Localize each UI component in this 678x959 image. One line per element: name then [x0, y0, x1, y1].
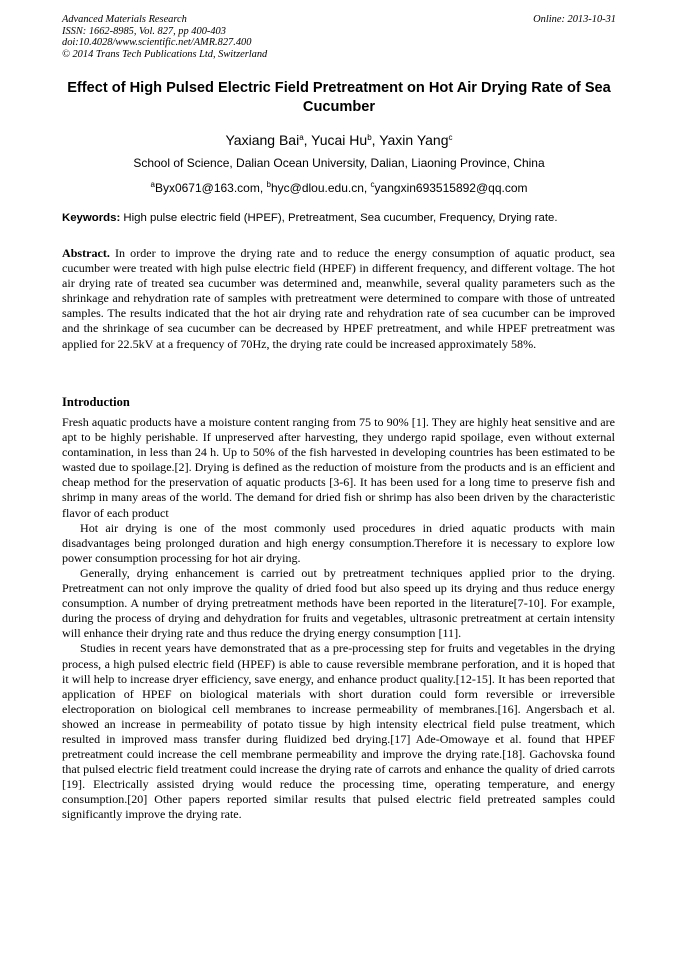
section-heading: Introduction	[62, 395, 130, 409]
email-address[interactable]: hyc@dlou.edu.cn	[270, 181, 364, 195]
online-date: Online: 2013-10-31	[533, 14, 616, 25]
abstract	[62, 246, 615, 352]
email-list	[0, 177, 678, 196]
journal-name: Advanced Materials Research	[62, 14, 187, 25]
email-mark: b	[266, 180, 271, 189]
paragraph: Studies in recent years have demonstrated that as a pre-processing step for fruits and vegetables in the drying process, a high pulsed electric field (HPEF) is able to cause reversible membrane perforation, and it is hoped that it will help to increase dryer efficiency, save energy, and enhance product quality.[12-15]. It has been reported that application of HPEF on biological materials with short duration could form reversible or irreversible electroporation on biological cell membranes to increase permeability of membranes.[16]. Angersbach et al. showed an increase in permeability of potato tissue by high intensity electrical field pulse treatment, which resulted in improved mass transfer during fluidized bed drying.[17] Ade-Omowaye et al. found that HPEF pretreatment could increase the cell membrane permeability and improve the drying rate.[18]. Gachovska found that pulsed electric field treatment could increase the drying rate of carrots and enhance the quality of dried carrots [19]. Electrically assisted drying would reduce the processing time, operating temperature, and energy consumption.[20] Other papers reported similar results that pulsed electric field pretreated samples could significantly improve the drying rate.	[62, 641, 615, 822]
author-list	[0, 129, 678, 149]
introduction-section	[62, 415, 615, 823]
author-name: Yucai Hu	[311, 132, 368, 148]
author-mark: c	[448, 133, 453, 142]
copyright-line: © 2014 Trans Tech Publications Ltd, Switzerland	[62, 48, 268, 60]
keywords-label: Keywords:	[62, 212, 121, 224]
author-mark: a	[299, 133, 304, 142]
email-address[interactable]: yangxin693515892@qq.com	[374, 181, 528, 195]
email-separator: ,	[363, 181, 371, 195]
keywords	[62, 211, 618, 226]
paragraph: Generally, drying enhancement is carried out by pretreatment techniques applied prior to the drying. Pretreatment can not only improve the quality of dried food but also speed up its drying and thus reduce energy consumption. A number of drying pretreatment methods have been reported in the literature[7-10]. For example, during the process of drying and dehydration for fruits and vegetables, ultrasonic pretreatment at certain intensity will enhance their drying rate and thus reduce the drying energy consumption [11].	[62, 565, 615, 641]
abstract-text: In order to improve the drying rate and to reduce the energy consumption of aquatic product, sea cucumber were treated with high pulse electric field (HPEF) in different frequency, and different voltage. The hot air drying rate of treated sea cucumber was determined and, meanwhile, several quality parameters such as the shrinkage and rehydration rate of samples with pretreatment were determined to compare with those of untreated samples. The results indicated that the hot air drying rate and rehydration rate of sea cucumber can be improved and the shrinkage of sea cucumber can be decreased by HPEF pretreatment, and while HPEF pretreatment was applied for 22.5kV at a frequency of 70Hz, the drying rate could be increased approximately 58%.	[62, 246, 615, 351]
issn-line: ISSN: 1662-8985, Vol. 827, pp 400-403	[62, 25, 226, 37]
abstract-label: Abstract.	[62, 246, 110, 260]
paragraph: Hot air drying is one of the most commonly used procedures in dried aquatic products with main disadvantages being prolonged duration and high energy consumption.Therefore it is necessary to explore low power consumption processing for hot air drying.	[62, 520, 615, 565]
author-name: Yaxin Yang	[379, 132, 449, 148]
author-separator: ,	[371, 132, 380, 148]
author-separator: ,	[303, 132, 312, 148]
keywords-text: High pulse electric field (HPEF), Pretreatment, Sea cucumber, Frequency, Drying rate.	[123, 212, 558, 224]
doi-line: doi:10.4028/www.scientific.net/AMR.827.400	[62, 37, 252, 49]
author-mark: b	[367, 133, 372, 142]
email-address[interactable]: Byx0671@163.com	[154, 181, 260, 195]
paragraph: Fresh aquatic products have a moisture content ranging from 75 to 90% [1]. They are highly heat sensitive and are apt to be highly perishable. If unpreserved after harvesting, they undergo rapid spoilage, even without external contamination, in less than 24 h. Up to 50% of the fish harvested in developing countries has been estimated to be wasted due to spoilage.[2]. Drying is defined as the reduction of moisture from the products and is an efficient and cheap method for the preservation of aquatic products [3-6]. It has been used for a long time to preserve fish and shrimp in many areas of the world. The demand for dried fish or shrimp has also been driven by the characteristic flavor of each product	[62, 415, 615, 520]
paper-title: Effect of High Pulsed Electric Field Pretreatment on Hot Air Drying Rate of Sea Cucumber	[67, 80, 611, 115]
email-mark: a	[150, 180, 155, 189]
email-separator: ,	[259, 181, 267, 195]
email-mark: c	[370, 180, 375, 189]
journal-header	[62, 14, 616, 60]
author-name: Yaxiang Bai	[225, 132, 300, 148]
affiliation: School of Science, Dalian Ocean University, Dalian, Liaoning Province, China	[133, 156, 545, 170]
